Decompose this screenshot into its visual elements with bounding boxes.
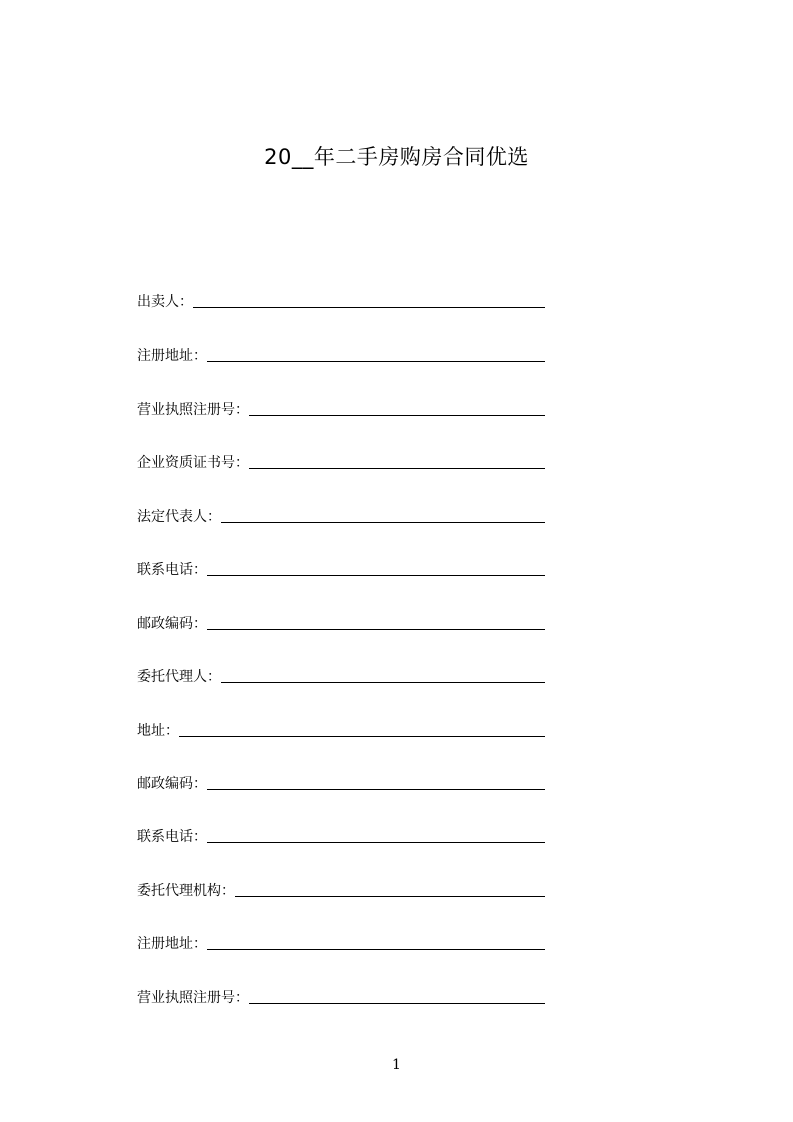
field-legal-representative xyxy=(137,502,545,526)
field-agency xyxy=(137,876,545,900)
document-title: 20__年二手房购房合同优选 xyxy=(264,145,529,169)
blank-line xyxy=(207,826,545,843)
field-label: 邮政编码： xyxy=(137,616,207,632)
blank-line xyxy=(221,506,545,523)
field-business-license-number xyxy=(137,395,545,419)
field-label: 联系电话： xyxy=(137,562,207,578)
field-postal-code-2 xyxy=(137,769,545,793)
blank-line xyxy=(207,559,545,576)
field-address xyxy=(137,716,545,740)
field-label: 企业资质证书号： xyxy=(137,455,249,471)
blank-line xyxy=(249,452,545,469)
field-registered-address xyxy=(137,341,545,365)
field-label: 营业执照注册号： xyxy=(137,402,249,418)
blank-line xyxy=(193,291,545,308)
field-label: 地址： xyxy=(137,723,179,739)
field-label: 法定代表人： xyxy=(137,509,221,525)
field-label: 注册地址： xyxy=(137,936,207,952)
field-qualification-certificate-number xyxy=(137,448,545,472)
blank-line xyxy=(207,613,545,630)
field-authorized-agent xyxy=(137,662,545,686)
field-label: 出卖人： xyxy=(137,294,193,310)
field-label: 注册地址： xyxy=(137,348,207,364)
field-label: 邮政编码： xyxy=(137,776,207,792)
field-label: 委托代理机构： xyxy=(137,883,235,899)
field-seller xyxy=(137,287,545,311)
blank-line xyxy=(249,399,545,416)
blank-line xyxy=(207,773,545,790)
blank-line xyxy=(207,345,545,362)
field-postal-code xyxy=(137,609,545,633)
field-business-license-number-2 xyxy=(137,983,545,1007)
field-label: 联系电话： xyxy=(137,829,207,845)
field-label: 委托代理人： xyxy=(137,669,221,685)
field-registered-address-2 xyxy=(137,929,545,953)
field-phone xyxy=(137,555,545,579)
blank-line xyxy=(221,666,545,683)
blank-line xyxy=(179,720,545,737)
page-number: 1 xyxy=(392,1057,401,1073)
blank-line xyxy=(235,880,545,897)
blank-line xyxy=(249,987,545,1004)
field-phone-2 xyxy=(137,822,545,846)
field-label: 营业执照注册号： xyxy=(137,990,249,1006)
blank-line xyxy=(207,933,545,950)
